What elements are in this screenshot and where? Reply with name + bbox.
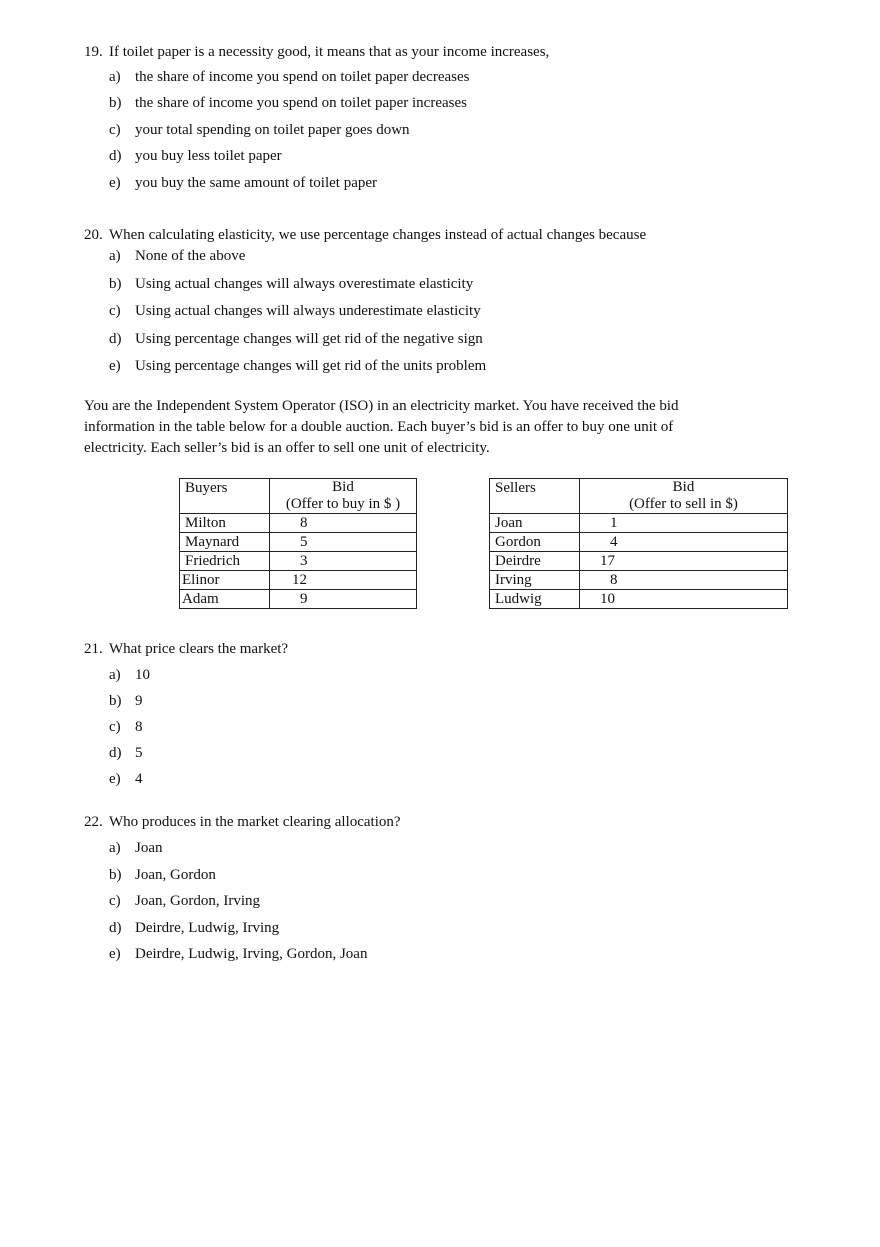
option-e: e) Using percentage changes will get rid of the units problem (109, 358, 487, 374)
option-e: e) 4 (109, 771, 143, 787)
option-d: d) Deirdre, Ludwig, Irving (109, 920, 280, 936)
table-row: Gordon 4 (490, 533, 788, 552)
option-d: d) you buy less toilet paper (109, 148, 282, 164)
table-row: Friedrich 3 (180, 552, 417, 571)
option-e: e) Deirdre, Ludwig, Irving, Gordon, Joan (109, 946, 368, 962)
option-c: c) your total spending on toilet paper goes down (109, 122, 410, 138)
option-a: a) Joan (109, 840, 163, 856)
option-e: e) you buy the same amount of toilet paper (109, 175, 378, 191)
table-row: Elinor 12 (180, 571, 417, 590)
option-d: d) 5 (109, 745, 143, 761)
question-stem: 21. What price clears the market? (84, 641, 289, 657)
option-b: b) the share of income you spend on toilet paper increases (109, 95, 467, 111)
question-stem: 22. Who produces in the market clearing allocation? (84, 814, 401, 830)
option-a: a) None of the above (109, 248, 246, 264)
option-a: a) the share of income you spend on toilet paper decreases (109, 69, 470, 85)
table-row: Joan 1 (490, 514, 788, 533)
buyers-table (179, 478, 417, 609)
table-row: Adam 9 (180, 590, 417, 609)
option-c: c) Joan, Gordon, Irving (109, 893, 260, 909)
column-header: Bid (Offer to buy in $ ) (270, 479, 417, 514)
table-header-row (180, 479, 417, 514)
option-c: c) 8 (109, 719, 143, 735)
table-row: Irving 8 (490, 571, 788, 590)
option-b: b) Using actual changes will always overestimate elasticity (109, 276, 474, 292)
intro-paragraph: You are the Independent System Operator (ISO) in an electricity market. You have received the bid information in the table below for a double auction. Each buyer’s bid is an offer to buy one unit of electricity. Each seller’s bid is an offer to sell one unit of electricity. (84, 398, 679, 456)
question-number: 19. (84, 44, 103, 60)
column-header: Sellers (490, 479, 580, 514)
question-stem: 20. When calculating elasticity, we use percentage changes instead of actual changes because (84, 227, 647, 243)
option-b: b) Joan, Gordon (109, 867, 216, 883)
sellers-table (489, 478, 788, 609)
table-header-row (490, 479, 788, 514)
option-c: c) Using actual changes will always underestimate elasticity (109, 303, 481, 319)
question-stem: 19. If toilet paper is a necessity good, it means that as your income increases, (84, 44, 550, 60)
question-number: 21. (84, 641, 103, 657)
option-a: a) 10 (109, 667, 150, 683)
table-row: Maynard 5 (180, 533, 417, 552)
option-b: b) 9 (109, 693, 143, 709)
table-row: Deirdre 17 (490, 552, 788, 571)
table-row: Milton 8 (180, 514, 417, 533)
table-row: Ludwig 10 (490, 590, 788, 609)
option-d: d) Using percentage changes will get rid of the negative sign (109, 331, 483, 347)
column-header: Buyers (180, 479, 270, 514)
question-number: 20. (84, 227, 103, 243)
column-header: Bid (Offer to sell in $) (580, 479, 788, 514)
question-number: 22. (84, 814, 103, 830)
